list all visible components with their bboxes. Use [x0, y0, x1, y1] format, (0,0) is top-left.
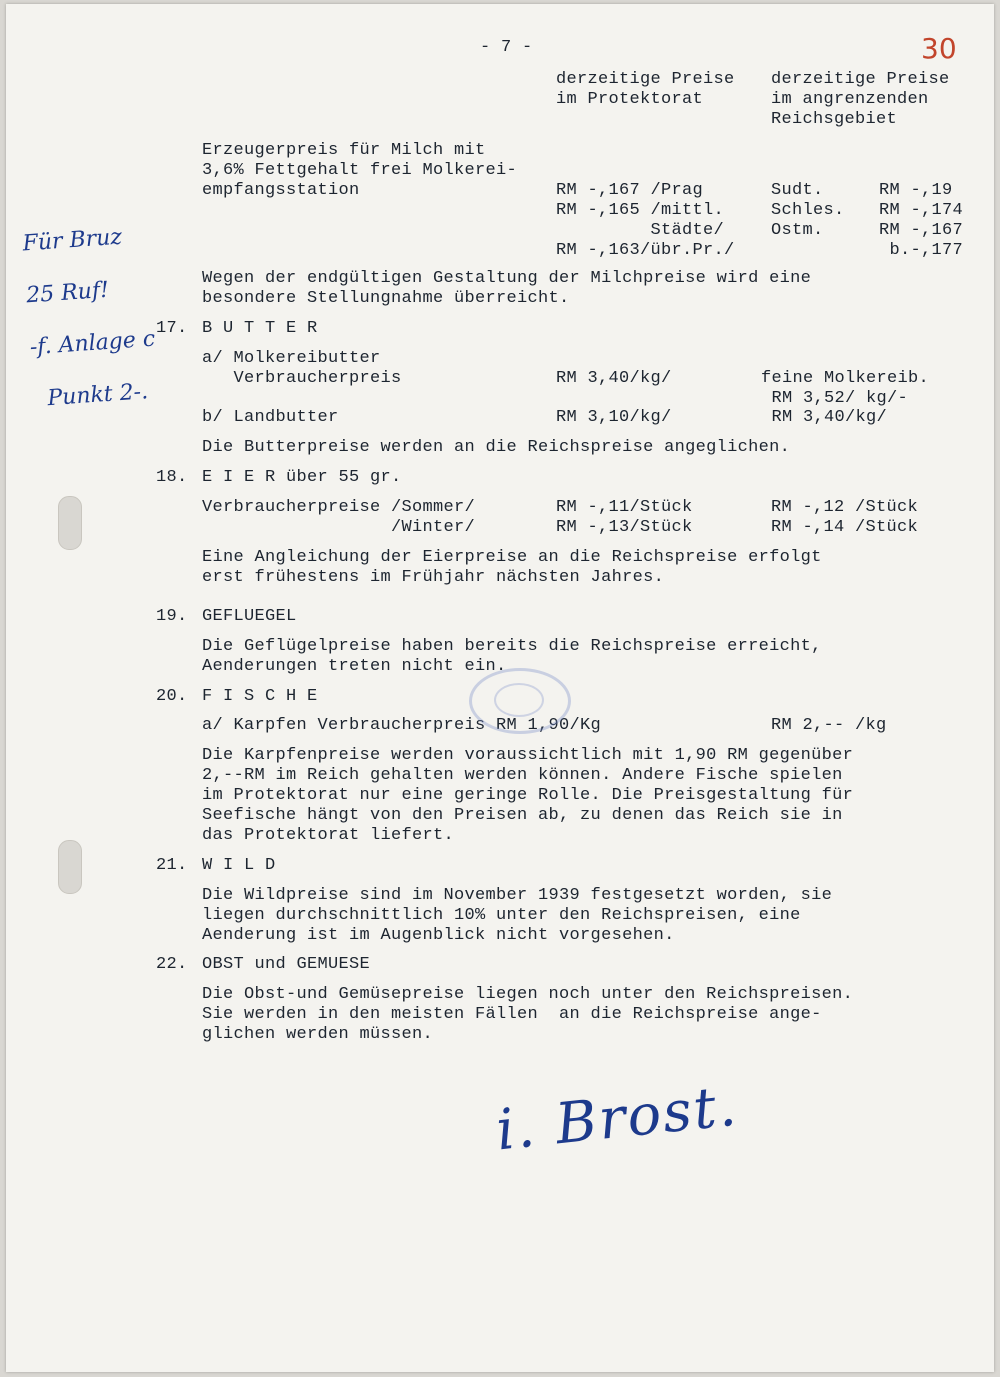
butter-b-reich: RM 3,40/kg/: [761, 408, 888, 427]
eggs-title: E I E R über 55 gr.: [202, 468, 402, 487]
section-number-22: 22.: [156, 955, 188, 974]
poultry-note: Die Geflügelpreise haben bereits die Reichspreise erreicht, Aenderungen treten nicht ein.: [202, 637, 822, 676]
eggs-prices-protektorat: RM -,11/Stück RM -,13/Stück: [556, 498, 693, 537]
column-header-reich: derzeitige Preise im angrenzenden Reichsgebiet: [771, 70, 950, 129]
vegetables-title: OBST und GEMUESE: [202, 955, 371, 974]
handwritten-margin-note: Für Bruz 25 Ruf! -f. Anlage c Punkt 2-.: [21, 224, 156, 413]
milk-regions-reich: Sudt. Schles. Ostm.: [771, 181, 845, 240]
game-note: Die Wildpreise sind im November 1939 festgesetzt worden, sie liegen durchschnittlich 10% unter den Reichspreisen, eine Aenderung ist im Augenblick nicht vorgesehen.: [202, 886, 833, 945]
eggs-prices-reich: RM -,12 /Stück RM -,14 /Stück: [771, 498, 919, 537]
butter-a-label: a/ Molkereibutter Verbraucherpreis: [202, 349, 402, 388]
fish-title: F I S C H E: [202, 687, 318, 706]
butter-a-reich: feine Molkereib. RM 3,52/ kg/-: [761, 369, 930, 408]
fish-a-label: a/ Karpfen Verbraucherpreis RM 1,90/Kg: [202, 716, 602, 735]
butter-b-label: b/ Landbutter: [202, 408, 339, 427]
punch-hole-bottom: [58, 840, 82, 894]
eggs-note: Eine Angleichung der Eierpreise an die Reichspreise erfolgt erst frühestens im Frühjahr nächsten Jahres.: [202, 548, 822, 587]
section-number-17: 17.: [156, 319, 188, 338]
punch-hole-top: [58, 496, 82, 550]
poultry-title: GEFLUEGEL: [202, 607, 297, 626]
archive-stamp: [469, 668, 571, 734]
document-page: [6, 4, 994, 1372]
butter-title: B U T T E R: [202, 319, 318, 338]
milk-prices-reich: RM -,19 RM -,174 RM -,167 b.-,177: [879, 181, 964, 260]
column-header-protektorat: derzeitige Preise im Protektorat: [556, 70, 735, 109]
handwritten-signature: i. Brost.: [493, 1073, 741, 1164]
milk-label: Erzeugerpreis für Milch mit 3,6% Fettgehalt frei Molkerei- empfangsstation: [202, 141, 518, 200]
butter-b-price: RM 3,10/kg/: [556, 408, 672, 427]
butter-a-price: RM 3,40/kg/: [556, 369, 672, 388]
section-number-21: 21.: [156, 856, 188, 875]
section-number-20: 20.: [156, 687, 188, 706]
vegetables-note: Die Obst-und Gemüsepreise liegen noch unter den Reichspreisen. Sie werden in den meisten Fällen an die Reichspreise ange- glichen werden müssen.: [202, 985, 854, 1044]
fish-a-reich: RM 2,-- /kg: [771, 716, 887, 735]
eggs-label: Verbraucherpreise /Sommer/ /Winter/: [202, 498, 476, 537]
page-number: - 7 -: [480, 38, 533, 57]
section-number-19: 19.: [156, 607, 188, 626]
milk-prices-protektorat: RM -,167 /Prag RM -,165 /mittl. Städte/ RM -,163/übr.Pr./: [556, 181, 735, 260]
folio-number: 30: [921, 32, 957, 65]
fish-note: Die Karpfenpreise werden voraussichtlich mit 1,90 RM gegenüber 2,--RM im Reich gehalten werden können. Andere Fische spielen im Protektorat nur eine geringe Rolle. Die Preisgestaltung für Seefische hängt von den Preisen ab, zu denen das Reich sie in das Protektorat liefert.: [202, 746, 854, 845]
section-number-18: 18.: [156, 468, 188, 487]
game-title: W I L D: [202, 856, 276, 875]
milk-note: Wegen der endgültigen Gestaltung der Milchpreise wird eine besondere Stellungnahme überreicht.: [202, 269, 812, 308]
butter-note: Die Butterpreise werden an die Reichspreise angeglichen.: [202, 438, 791, 457]
